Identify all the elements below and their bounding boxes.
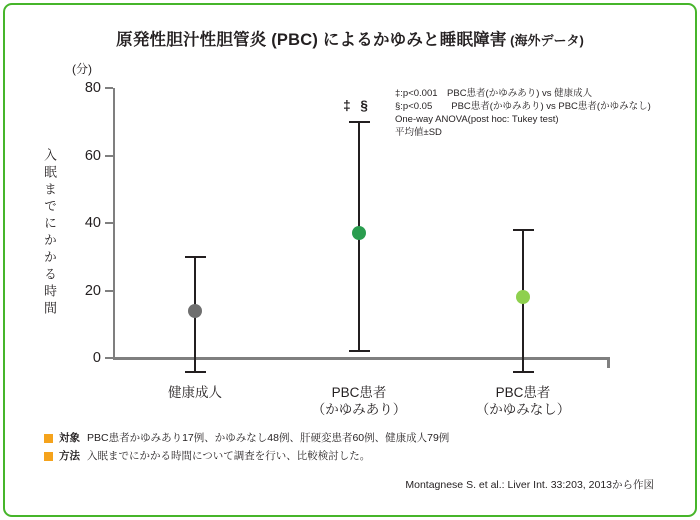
y-tick [105, 357, 113, 359]
error-bar-cap-top [513, 229, 534, 231]
footnote-method [44, 448, 449, 465]
chart-title-main: 原発性胆汁性胆管炎 (PBC) によるかゆみと睡眠障害 [116, 31, 507, 49]
x-category-label [115, 384, 275, 401]
significance-marker: ‡ § [343, 97, 371, 113]
x-category-label-line: （かゆみあり） [311, 402, 407, 417]
significance-line-2: §:p<0.05 PBC患者(かゆみあり) vs PBC患者(かゆみなし) [395, 101, 651, 112]
x-axis-line [113, 357, 610, 360]
y-tick [105, 155, 113, 157]
x-category-label-line: （かゆみなし） [475, 402, 571, 417]
y-axis-line [113, 88, 115, 360]
y-tick-label: 20 [84, 282, 101, 299]
y-axis-unit-label: (分) [72, 62, 92, 76]
y-tick-label: 40 [84, 215, 101, 231]
chart-title [0, 26, 700, 50]
y-axis-title: 入眠までにかかる時間 [42, 148, 57, 318]
data-point [188, 304, 202, 318]
footnote-text: PBC患者かゆみあり17例、かゆみなし48例、肝硬変患者60例、健康成人79例 [87, 432, 450, 444]
y-tick-label: 80 [84, 80, 101, 96]
x-category-label-line: PBC患者 [495, 385, 551, 400]
x-category-label [279, 384, 439, 418]
analysis-method-line: One-way ANOVA(post hoc: Tukey test) [395, 114, 559, 125]
error-bar-cap-top [349, 121, 370, 123]
x-category-label-line: PBC患者 [331, 385, 387, 400]
mean-sd-line: 平均値±SD [395, 127, 442, 138]
y-tick-label: 60 [84, 147, 101, 164]
error-bar-cap-bottom [185, 371, 206, 373]
error-bar-cap-bottom [349, 350, 370, 352]
error-bar-cap-bottom [513, 371, 534, 373]
x-category-label-line: 健康成人 [168, 385, 222, 400]
footnote-text: 入眠までにかかる時間について調査を行い、比較検討した。 [87, 450, 371, 462]
citation: Montagnese S. et al.: Liver Int. 33:203, 2013から作図 [405, 479, 654, 491]
error-bar-cap-top [185, 256, 206, 258]
significance-line-1: ‡:p<0.001 PBC患者(かゆみあり) vs 健康成人 [395, 88, 593, 99]
data-point [516, 290, 530, 304]
y-tick [105, 87, 113, 89]
bullet-square-icon [44, 434, 53, 443]
y-tick [105, 290, 113, 292]
x-axis-end-tick [607, 357, 610, 368]
data-point [352, 226, 366, 240]
x-category-label [443, 384, 603, 418]
chart-title-suffix: (海外データ) [506, 33, 584, 48]
bullet-square-icon [44, 452, 53, 461]
significance-legend [395, 87, 651, 139]
y-tick [105, 222, 113, 224]
footnote-subjects [44, 430, 449, 447]
footnote-label: 方法 [59, 450, 80, 462]
y-tick-label: 0 [92, 350, 101, 366]
footnotes [44, 430, 449, 466]
footnote-label: 対象 [59, 432, 80, 444]
